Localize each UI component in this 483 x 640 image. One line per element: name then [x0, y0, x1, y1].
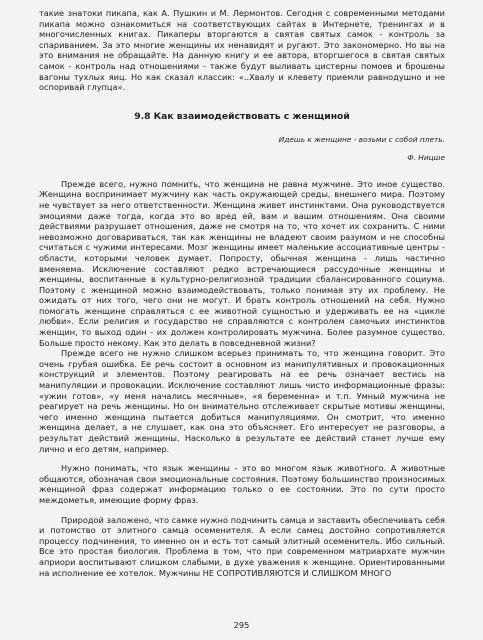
paragraph-gap [39, 506, 445, 515]
body-paragraph: Прежде всего, нужно помнить, что женщина не равна мужчине. Это иное существо. Женщина воспринимает мужчину как часть окружающей среды, внешнего мира. Поэтому не чувствует за него ответственности. Женщина живет инстинктами. Она руководствуется эмоциями даже тогда, когда это во вред ей, вам и вашим отношениям. Она своими действиями разрушает отношения, даже не смотря на то, что хочет их сохранить. С ними невозможно договариваться, так как женщины не владеют своим разумом и не способны считаться с чужими интересами. Мозг женщины имеет маленькие ассоциативные центры - области, которыми человек думает. Попросту, обычная женщина - лишь частично вменяема. Исключение составляют редко встречающиеся рассудочные женщины и женщины, воспитанные в культурно-религиозной традиции сбалансированного социума. Поэтому с женщиной можно взаимодействовать, только понимая эту их проблему. Не ожидать от них того, чего они не могут. И брать контроль отношений на себя. Нужно помогать женщине справляться с ее животной сущностью и удерживать ее на «цикле любви». Если религия и государство не справляются с контролем самочьих инстинктов женщин, то выход один - их должен контролировать мужчина. Более разумное существо. Больше просто некому. Как это делать в повседневной жизни? [39, 178, 445, 348]
page-number: 295 [233, 620, 250, 630]
body-paragraph: Нужно понимать, что язык женщины - это во многом язык животного. А животные общаются, обозначая свои эмоциональные состояния. Поэтому большинство произносимых женщиной фраз содержат информацию только о ее состоянии. Это по сути просто междометья, имеющие форму фраз. [39, 463, 445, 505]
section-title: 9.8 Как взаимодействовать с женщиной [134, 110, 350, 122]
body-paragraph: Природой заложено, что самке нужно подчинить самца и заставить обеспечивать себя и потомство от элитного самца осеменителя. А если самец достойно сопротивляется процессу подчинения, то именно он и есть тот самый элитный осеменитель. Ибо сильный. Все это простая биология. Проблема в том, что при современном матриархате мужчин априори воспитывают слишком слабыми, в духе уважения к женщине. Ориентированными на исполнение ее хотелок. Мужчины НЕ СОПРОТИВЛЯЮТСЯ И СЛИШКОМ МНОГО [39, 514, 445, 578]
paragraph-gap [39, 454, 445, 463]
intro-paragraph: такие знатоки пикапа, как А. Пушкин и М. Лермонтов. Сегодня с современными методами пикапа можно ознакомиться на соответствующих сайтах в Интернете, тренингах и в многочисленных книгах. Пикаперы вторгаются в святая святых самок - контроль за спариванием. За это многие женщины их ненавидят и ругают. Это закономерно. Но вы на это внимания не обращайте. На данную книгу и ее автора, вторгшегося в святая святых самок - контроль над отношениями - также будут выливать цистерны помоев и брошены вагоны тухлых яиц. Но как сказал классик: «..Хвалу и клевету приемли равнодушно и не оспоривай глупца». [39, 8, 445, 93]
epigraph-quote: Идешь к женщине - возьми с собой плеть. [278, 134, 445, 144]
epigraph-author: Ф. Ницше [407, 152, 445, 162]
body-paragraph: Прежде всего не нужно слишком всерьез принимать то, что женщина говорит. Это очень грубая ошибка. Ее речь состоит в основном из манипулятивных и провокационных конструкций и элементов. Поэтому реагировать на ее речь означает вестись на манипуляции и провокации. Исключение составляют лишь чисто информационные фразы: «ужин готов», «у меня начались месячные», «я беременна» и т.п. Умный мужчина не реагирует на речь женщины. Но он внимательно отслеживает скрытые мотивы женщины, чего именно женщина пытается добиться манипуляциями. Он смотрит, что именно женщина делает, а не слушает, как она это объясняет. Его интересует не разговоры, а результат действий женщины. Насколько в результате ее действий станет лучше ему лично и его детям, например. [39, 348, 445, 454]
